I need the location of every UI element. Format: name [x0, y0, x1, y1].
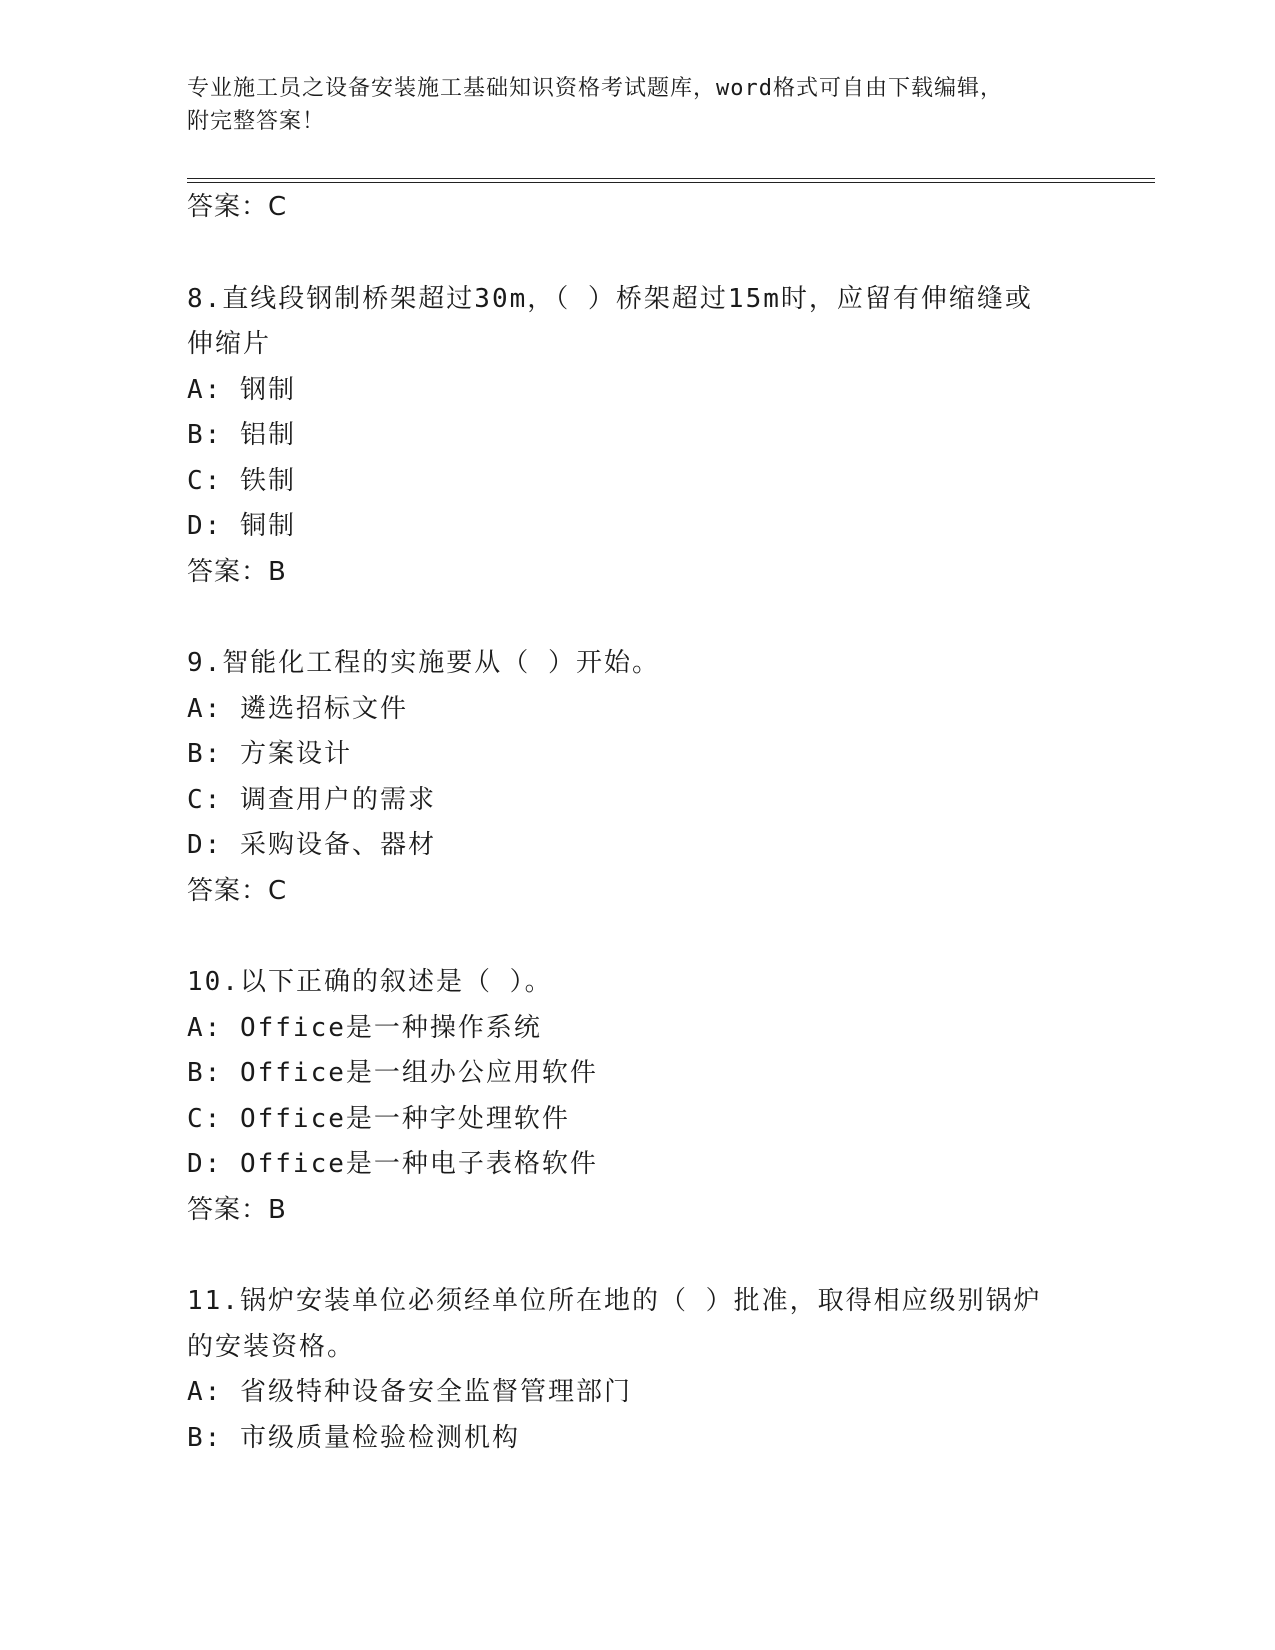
header-divider — [187, 178, 1155, 183]
option-a: A: 钢制 — [187, 374, 296, 405]
option-b: B: Office是一组办公应用软件 — [187, 1058, 598, 1088]
answer-line: 答案：C — [187, 875, 288, 906]
answer-line: 答案：B — [187, 1194, 287, 1225]
question-stem: 9.智能化工程的实施要从（ ）开始。 — [187, 648, 660, 678]
option-d: D: 铜制 — [187, 511, 296, 541]
option-d: D: 采购设备、器材 — [187, 830, 436, 860]
option-a: A: Office是一种操作系统 — [187, 1012, 542, 1043]
option-b: B: 铝制 — [187, 420, 296, 450]
header-line-1: 专业施工员之设备安装施工基础知识资格考试题库，word格式可自由下载编辑， — [187, 76, 1003, 101]
answer-line: 答案：B — [187, 556, 287, 587]
header-line-2: 附完整答案！ — [187, 109, 326, 134]
question-stem: 8.直线段钢制桥架超过30m，（ ）桥架超过15m时，应留有伸缩缝或 — [187, 283, 1033, 314]
question-list — [187, 185, 1155, 1461]
question-stem-continued: 伸缩片 — [187, 329, 272, 359]
option-b: B: 方案设计 — [187, 739, 352, 769]
question-8 — [187, 277, 1155, 596]
option-d: D: Office是一种电子表格软件 — [187, 1149, 598, 1179]
option-c: C: 铁制 — [187, 465, 296, 496]
question-stem: 10.以下正确的叙述是（ ）。 — [187, 967, 553, 997]
option-c: C: 调查用户的需求 — [187, 784, 436, 815]
option-a: A: 省级特种设备安全监督管理部门 — [187, 1377, 632, 1407]
page-header — [187, 72, 1087, 138]
option-c: C: Office是一种字处理软件 — [187, 1103, 570, 1134]
option-a: A: 遴选招标文件 — [187, 693, 408, 724]
question-11 — [187, 1279, 1155, 1461]
question-9 — [187, 641, 1155, 914]
question-stem-continued: 的安装资格。 — [187, 1331, 356, 1362]
option-b: B: 市级质量检验检测机构 — [187, 1422, 520, 1453]
question-10 — [187, 960, 1155, 1233]
question-stem: 11.锅炉安装单位必须经单位所在地的（ ）批准，取得相应级别锅炉 — [187, 1286, 1042, 1316]
answer-line: 答案：C — [187, 192, 288, 222]
